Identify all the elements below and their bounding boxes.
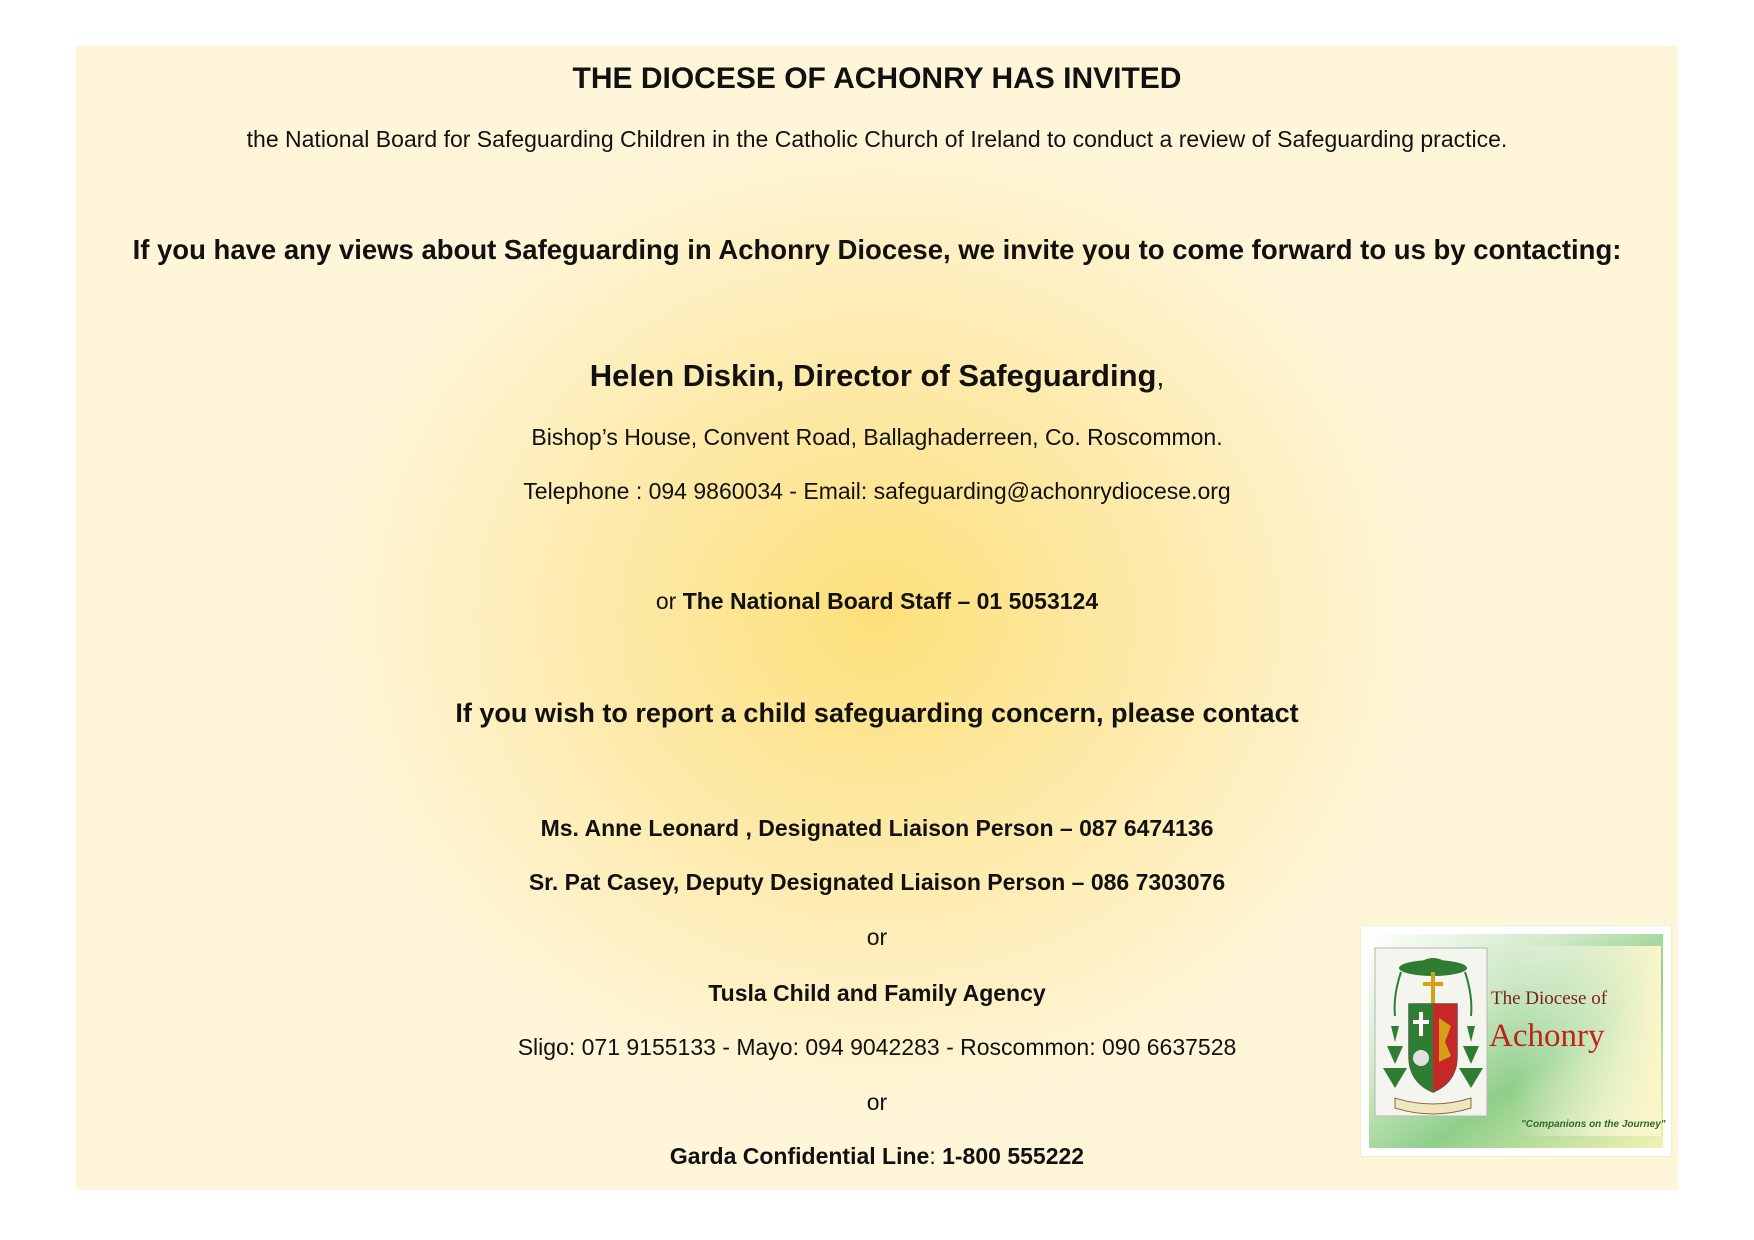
poster-heading: THE DIOCESE OF ACHONRY HAS INVITED <box>572 62 1182 95</box>
board-contact: The National Board Staff – 01 5053124 <box>682 588 1099 614</box>
logo-title-line1: The Diocese of <box>1491 988 1608 1009</box>
garda-number: 1-800 555222 <box>942 1143 1085 1169</box>
national-board-line <box>76 590 1678 613</box>
director-heading <box>76 360 1678 391</box>
garda-label: Garda Confidential Line <box>669 1143 930 1169</box>
tusla-name: Tusla Child and Family Agency <box>708 980 1046 1006</box>
tusla-phones: Sligo: 071 9155133 - Mayo: 094 9042283 - Roscommon: 090 6637528 <box>517 1034 1237 1060</box>
director-comma: , <box>1156 361 1165 392</box>
report-heading: If you wish to report a child safeguarding concern, please contact <box>455 698 1299 728</box>
logo-tagline: "Companions on the Journey" <box>1521 1119 1666 1130</box>
diocese-logo <box>1361 926 1671 1156</box>
garda-separator: : <box>929 1143 943 1169</box>
safeguarding-poster <box>76 46 1678 1190</box>
or-separator: or <box>866 924 888 950</box>
coat-of-arms-icon <box>1373 946 1493 1126</box>
or-separator: or <box>866 1089 888 1115</box>
logo-title-line2: Achonry <box>1489 1018 1605 1054</box>
deputy-liaison-person: Sr. Pat Casey, Deputy Designated Liaison Person – 086 7303076 <box>528 869 1226 895</box>
director-address: Bishop’s House, Convent Road, Ballaghaderreen, Co. Roscommon. <box>531 424 1223 450</box>
director-name: Helen Diskin, Director of Safeguarding <box>589 358 1157 393</box>
board-prefix: or <box>655 588 683 614</box>
intro-text: the National Board for Safeguarding Children in the Catholic Church of Ireland to conduct a review of Safeguarding practice. <box>246 126 1508 152</box>
invite-text: If you have any views about Safeguarding in Achonry Diocese, we invite you to come forward to us by contacting: <box>132 234 1622 265</box>
director-contact: Telephone : 094 9860034 - Email: safeguarding@achonrydiocese.org <box>523 478 1231 504</box>
designated-liaison-person: Ms. Anne Leonard , Designated Liaison Person – 087 6474136 <box>540 815 1214 841</box>
